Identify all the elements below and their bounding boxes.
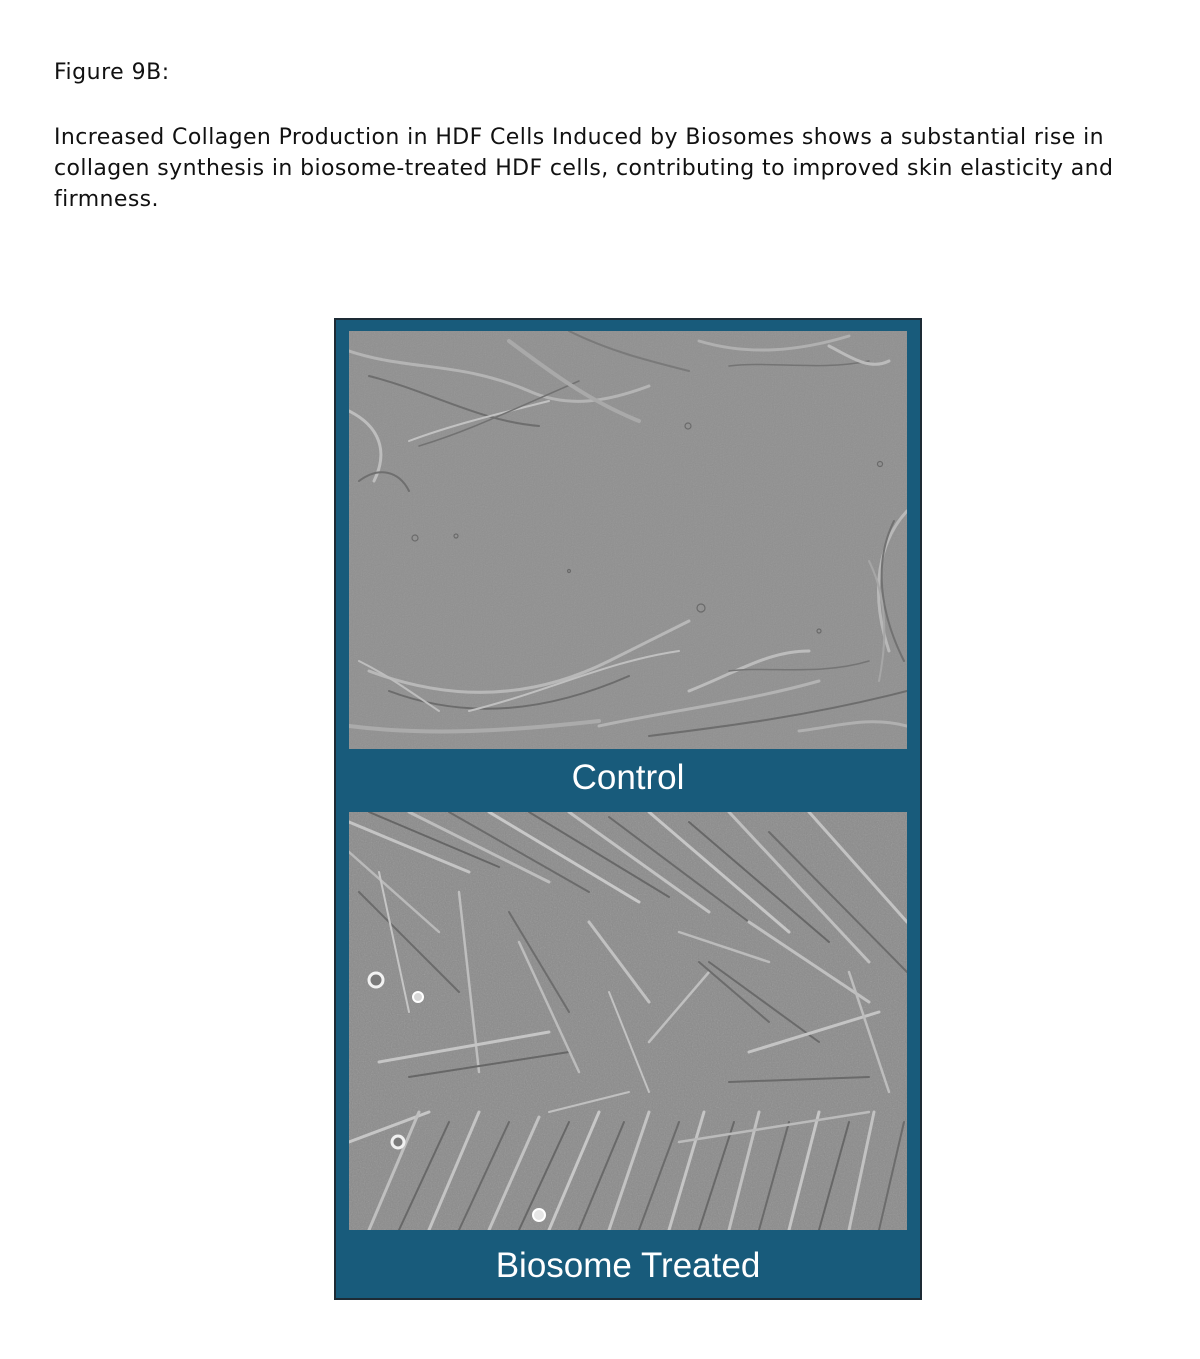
control-micrograph <box>349 331 907 749</box>
biosome-treated-micrograph <box>349 812 907 1230</box>
control-label: Control <box>571 758 685 797</box>
biosome-treated-label: Biosome Treated <box>495 1246 761 1285</box>
figure-caption: Increased Collagen Production in HDF Cells Induced by Biosomes shows a substantial rise in collagen synthesis in biosome-treated HDF cells, contributing to improved skin elasticity and firmness. <box>54 125 1114 212</box>
figure-panel <box>334 318 922 1300</box>
figure-label: Figure 9B: <box>54 60 170 85</box>
